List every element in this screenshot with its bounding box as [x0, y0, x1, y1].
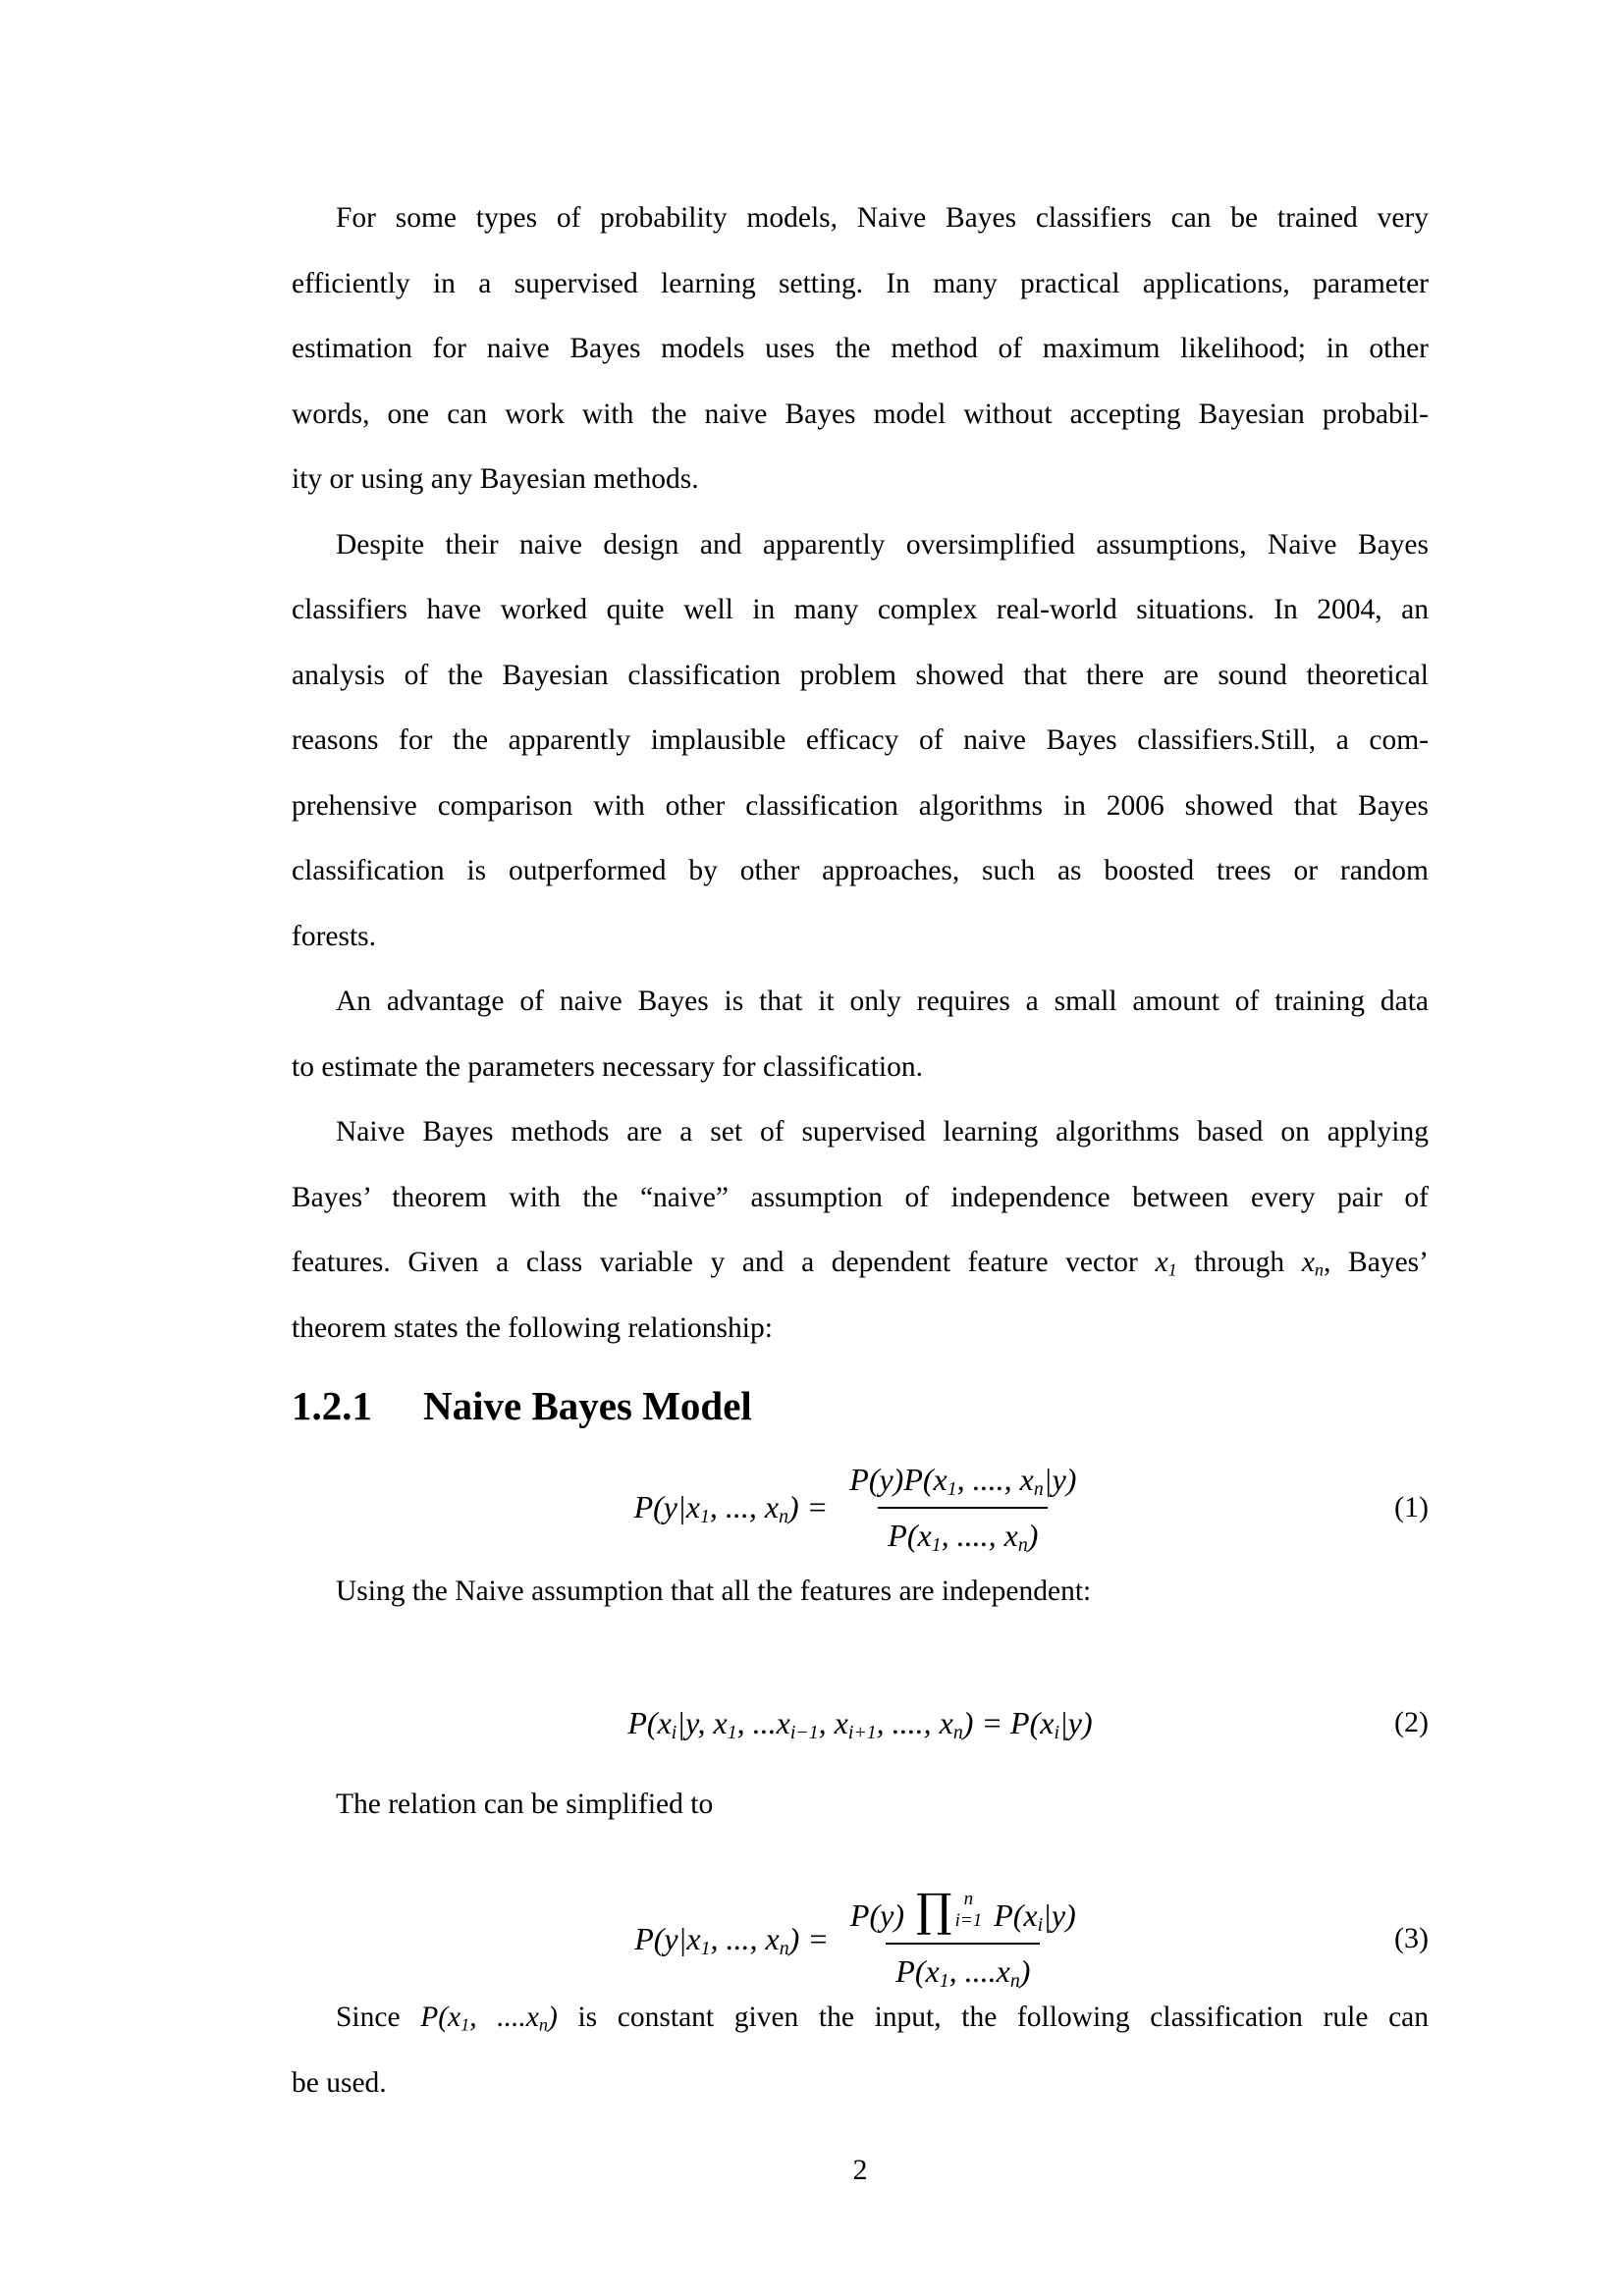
equation-lhs: $P(x_i|y$, $x_1$, $...x_{i-1}$, $x_{i+1}$, ...., $x_n) = P(x_i|y)$: [627, 1704, 1093, 1743]
equation-lhs: $P(y|x_1$, ..., $x_n$) =: [633, 1489, 829, 1527]
equation-fraction: [840, 1884, 1086, 1992]
text-line: An advantage of naive Bayes is that it only requires a small amount of training data: [336, 986, 1429, 1017]
equation-number: (3): [1394, 1922, 1429, 1954]
text-line: features. Given a class variable y and a dependent feature vector $x_1$ through $x_n$, Bayes’: [292, 1247, 1429, 1280]
section-title: Naive Bayes Model: [423, 1383, 752, 1428]
text-line: efficiently in a supervised learning setting. In many practical applications, parameter: [292, 267, 1429, 299]
equation-2: [292, 1690, 1429, 1755]
text-line: Bayes’ theorem with the “naive” assumption of independence between every pair of: [292, 1181, 1429, 1213]
text-line: For some types of probability models, Naive Bayes classifiers can be trained very: [336, 202, 1429, 234]
text-line: analysis of the Bayesian classification problem showed that there are sound theoretical: [292, 659, 1429, 691]
text-line: reasons for the apparently implausible efficacy of naive Bayes classifiers.Still, a com-: [292, 724, 1429, 756]
product-operator: ∏: [915, 1884, 952, 1937]
body-text: [292, 186, 1429, 1361]
text-line: forests.: [292, 920, 377, 952]
text-line: Despite their naive design and apparently oversimplified assumptions, Naive Bayes: [336, 528, 1429, 561]
paragraph-line-using-assumption: Using the Naive assumption that all the features are independent:: [336, 1575, 1092, 1607]
fraction-denominator: $P(x_1$, ...., $x_n$): [878, 1507, 1048, 1554]
closing-paragraph: [292, 1985, 1429, 2115]
equation-lhs: $P(y|x_1$, ..., $x_n$) =: [634, 1920, 829, 1959]
text-line: classifiers have worked quite well in many complex real-world situations. In 2004, an: [292, 594, 1429, 625]
equation-fraction: [839, 1462, 1086, 1554]
fraction-numerator: P(y) ∏ n i=1 $P(x_i|y)$: [849, 1884, 1076, 1937]
equation-number: (1): [1394, 1490, 1429, 1523]
page-number: 2: [852, 2154, 868, 2186]
text-line: theorem states the following relationship:: [292, 1311, 773, 1344]
text-line: Naive Bayes methods are a set of supervised learning algorithms based on applying: [336, 1116, 1429, 1148]
text-line: be used.: [292, 2066, 387, 2099]
text-line: estimation for naive Bayes models uses the method of maximum likelihood; in other: [292, 333, 1429, 364]
equation-1: [292, 1441, 1429, 1574]
text-line: classification is outperformed by other approaches, such as boosted trees or random: [292, 855, 1429, 886]
section-number: 1.2.1: [292, 1383, 372, 1428]
text-line: to estimate the parameters necessary for classification.: [292, 1050, 923, 1083]
section-heading: [292, 1382, 1429, 1429]
text-line: Since $P(x_1$, $....x_n$) is constant given the input, the following classification rule can: [336, 2002, 1429, 2035]
text-line: ity or using any Bayesian methods.: [292, 463, 699, 495]
equation-number: (2): [1394, 1706, 1429, 1738]
fraction-numerator: $P(y)P(x_1$, ...., $x_n|y$): [849, 1461, 1077, 1500]
text-line: words, one can work with the naive Bayes model without accepting Bayesian probabil-: [292, 398, 1429, 430]
paragraph-line-relation-simplified: The relation can be simplified to: [336, 1789, 714, 1820]
text-line: prehensive comparison with other classification algorithms in 2006 showed that Bayes: [292, 789, 1429, 822]
fraction-denominator: $P(x_1$, $....x_n$): [886, 1943, 1040, 1990]
